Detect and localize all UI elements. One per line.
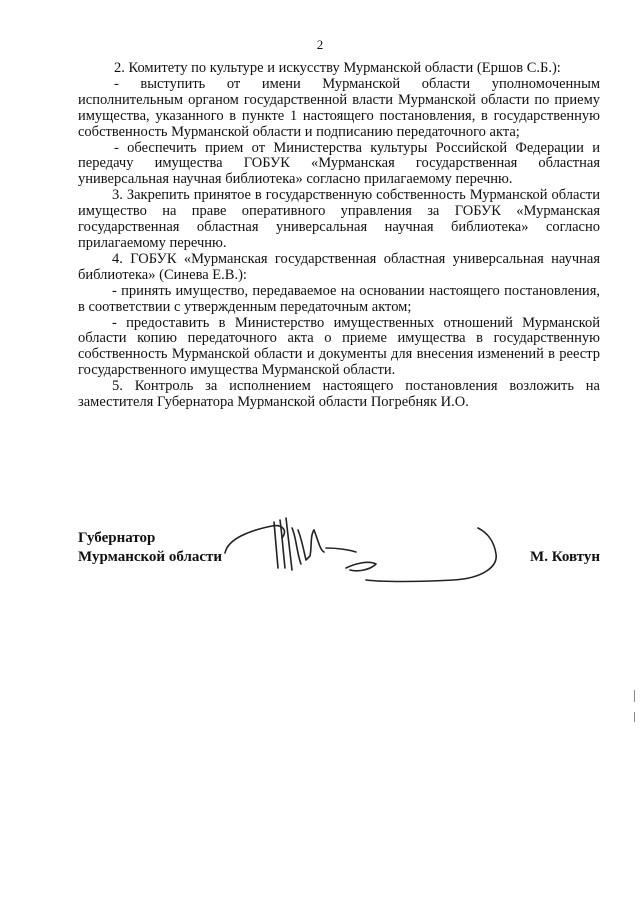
scan-edge-mark bbox=[634, 712, 635, 722]
signatory-title bbox=[78, 529, 222, 567]
paragraph-5: 5. Контроль за исполнением настоящего постановления возложить на заместителя Губернатора Мурманской области Погребняк И.О. bbox=[78, 378, 600, 411]
paragraph-2-item-2: - обеспечить прием от Министерства культуры Российской Федерации и передачу имущества ГОБУК «Мурманская государственная областная универсальная научная библиотека» согласно прилагаемому перечню. bbox=[78, 139, 600, 188]
signatory-name: М. Ковтун bbox=[530, 549, 600, 565]
paragraph-2: 2. Комитету по культуре и искусству Мурманской области (Ершов С.Б.): bbox=[114, 60, 561, 76]
paragraph-4-item-2: - предоставить в Министерство имущественных отношений Мурманской области копию передаточного акта о приеме имущества в государственную собственность Мурманской области и документы для внесения изменений в реестр государственного имущества Мурманской области. bbox=[78, 314, 600, 379]
handwritten-signature bbox=[222, 506, 502, 586]
document-body bbox=[78, 61, 600, 411]
page-number: 2 bbox=[316, 37, 324, 52]
paragraph-3: 3. Закрепить принятое в государственную собственность Мурманской области имущество на праве оперативного управления за ГОБУК «Мурманская государственная областная универсальная научная библиотека» согласно прилагаемому перечню. bbox=[78, 187, 600, 251]
paragraph-4: 4. ГОБУК «Мурманская государственная областная универсальная научная библиотека» (Синева Е.В.): bbox=[78, 250, 600, 283]
signatory-title-line2: Мурманской области bbox=[78, 549, 223, 565]
scan-edge-mark bbox=[634, 690, 635, 702]
paragraph-2-item-1: - выступить от имени Мурманской области уполномоченным исполнительным органом государственной власти Мурманской области по приему имущества, указанного в пункте 1 настоящего постановления, в государственную собственность Мурманской области и подписанию передаточного акта; bbox=[78, 75, 600, 140]
paragraph-4-item-1: - принять имущество, передаваемое на основании настоящего постановления, в соответствии с утвержденным передаточным актом; bbox=[78, 282, 600, 315]
signatory-title-line1: Губернатор bbox=[78, 530, 156, 546]
